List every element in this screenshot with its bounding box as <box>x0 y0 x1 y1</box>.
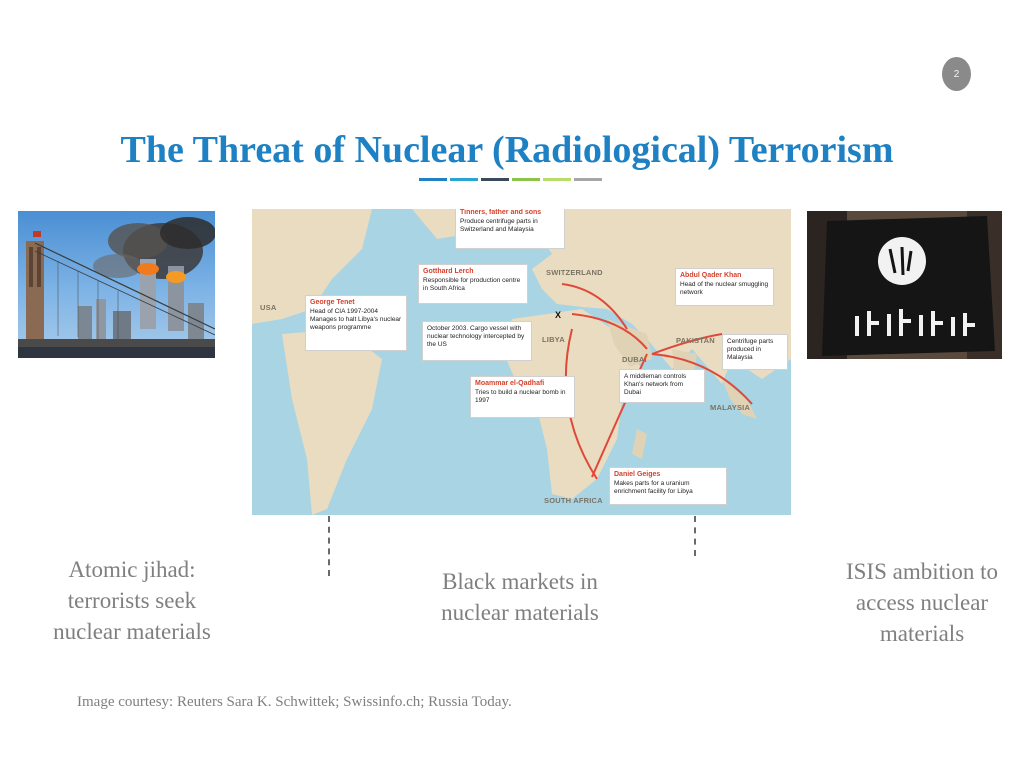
callout-george-tenet <box>305 295 407 351</box>
callout-abdul-qader-khan <box>675 268 774 306</box>
interception-x-marker: X <box>555 310 562 320</box>
callout-description: Tries to build a nuclear bomb in 1997 <box>475 389 566 404</box>
map-label-usa: USA <box>260 303 277 312</box>
callout-name: Moammar el-Qadhafi <box>475 380 545 387</box>
caption-atomic-jihad: Atomic jihad: terrorists seek nuclear materials <box>53 557 211 644</box>
callout-description: Makes parts for a uranium enrichment facility for Libya <box>614 480 693 495</box>
title-rule-segment <box>574 178 602 181</box>
callout-dubai-middleman <box>619 369 705 403</box>
photo-towers-bridge <box>18 211 215 358</box>
image-credit: Image courtesy: Reuters Sara K. Schwittek; Swissinfo.ch; Russia Today. <box>77 694 512 710</box>
caption-black-markets: Black markets in nuclear materials <box>441 569 599 625</box>
callout-malaysia-parts <box>722 334 788 370</box>
page-number-badge: 2 <box>942 57 971 91</box>
callout-name: Abdul Qader Khan <box>680 272 742 279</box>
connector-dashed-line-right <box>694 516 696 556</box>
caption-isis-ambition: ISIS ambition to access nuclear materials <box>845 559 999 646</box>
callout-description: Head of the nuclear smuggling network <box>680 281 769 296</box>
map-label-pakistan: PAKISTAN <box>676 336 715 345</box>
map-label-south-africa: SOUTH AFRICA <box>544 496 603 505</box>
callout-name: Tinners, father and sons <box>460 209 542 216</box>
map-label-malaysia: MALAYSIA <box>710 403 751 412</box>
connector-dashed-line-left <box>328 516 330 576</box>
callout-gotthard-lerch <box>418 264 528 304</box>
towers-bridge-illustration <box>18 211 215 358</box>
callout-description: Produce centrifuge parts in Switzerland and Malaysia <box>460 218 538 233</box>
title-rule-segment <box>512 178 540 181</box>
title-rule-segment <box>481 178 509 181</box>
title-underline <box>419 178 605 181</box>
callout-description: Centrifuge parts produced in Malaysia <box>727 338 774 361</box>
map-label-libya: LIBYA <box>542 335 565 344</box>
callout-name: Daniel Geiges <box>614 471 661 478</box>
map-label-dubai: DUBAI <box>622 355 647 364</box>
slide-title: The Threat of Nuclear (Radiological) Terrorism <box>120 129 894 171</box>
map-label-switzerland: SWITZERLAND <box>546 268 603 277</box>
callout-tinners <box>455 209 565 249</box>
callout-name: George Tenet <box>310 299 355 306</box>
nuclear-smuggling-map <box>252 209 791 515</box>
callout-daniel-geiges <box>609 467 727 505</box>
callout-description: A middleman controls Khan's network from Dubai <box>624 373 687 396</box>
photo-black-flag <box>807 211 1002 359</box>
title-rule-segment <box>450 178 478 181</box>
title-rule-segment <box>419 178 447 181</box>
callout-description: Head of CIA 1997-2004 Manages to halt Libya's nuclear weapons programme <box>310 308 402 331</box>
black-flag-illustration <box>807 211 1002 359</box>
callout-moammar-el-qadhafi <box>470 376 575 418</box>
title-rule-segment <box>543 178 571 181</box>
callout-cargo-vessel <box>422 321 532 361</box>
callout-name: Gotthard Lerch <box>423 268 474 275</box>
callout-description: October 2003. Cargo vessel with nuclear technology intercepted by the US <box>427 325 525 348</box>
callout-description: Responsible for production centre in South Africa <box>423 277 521 292</box>
